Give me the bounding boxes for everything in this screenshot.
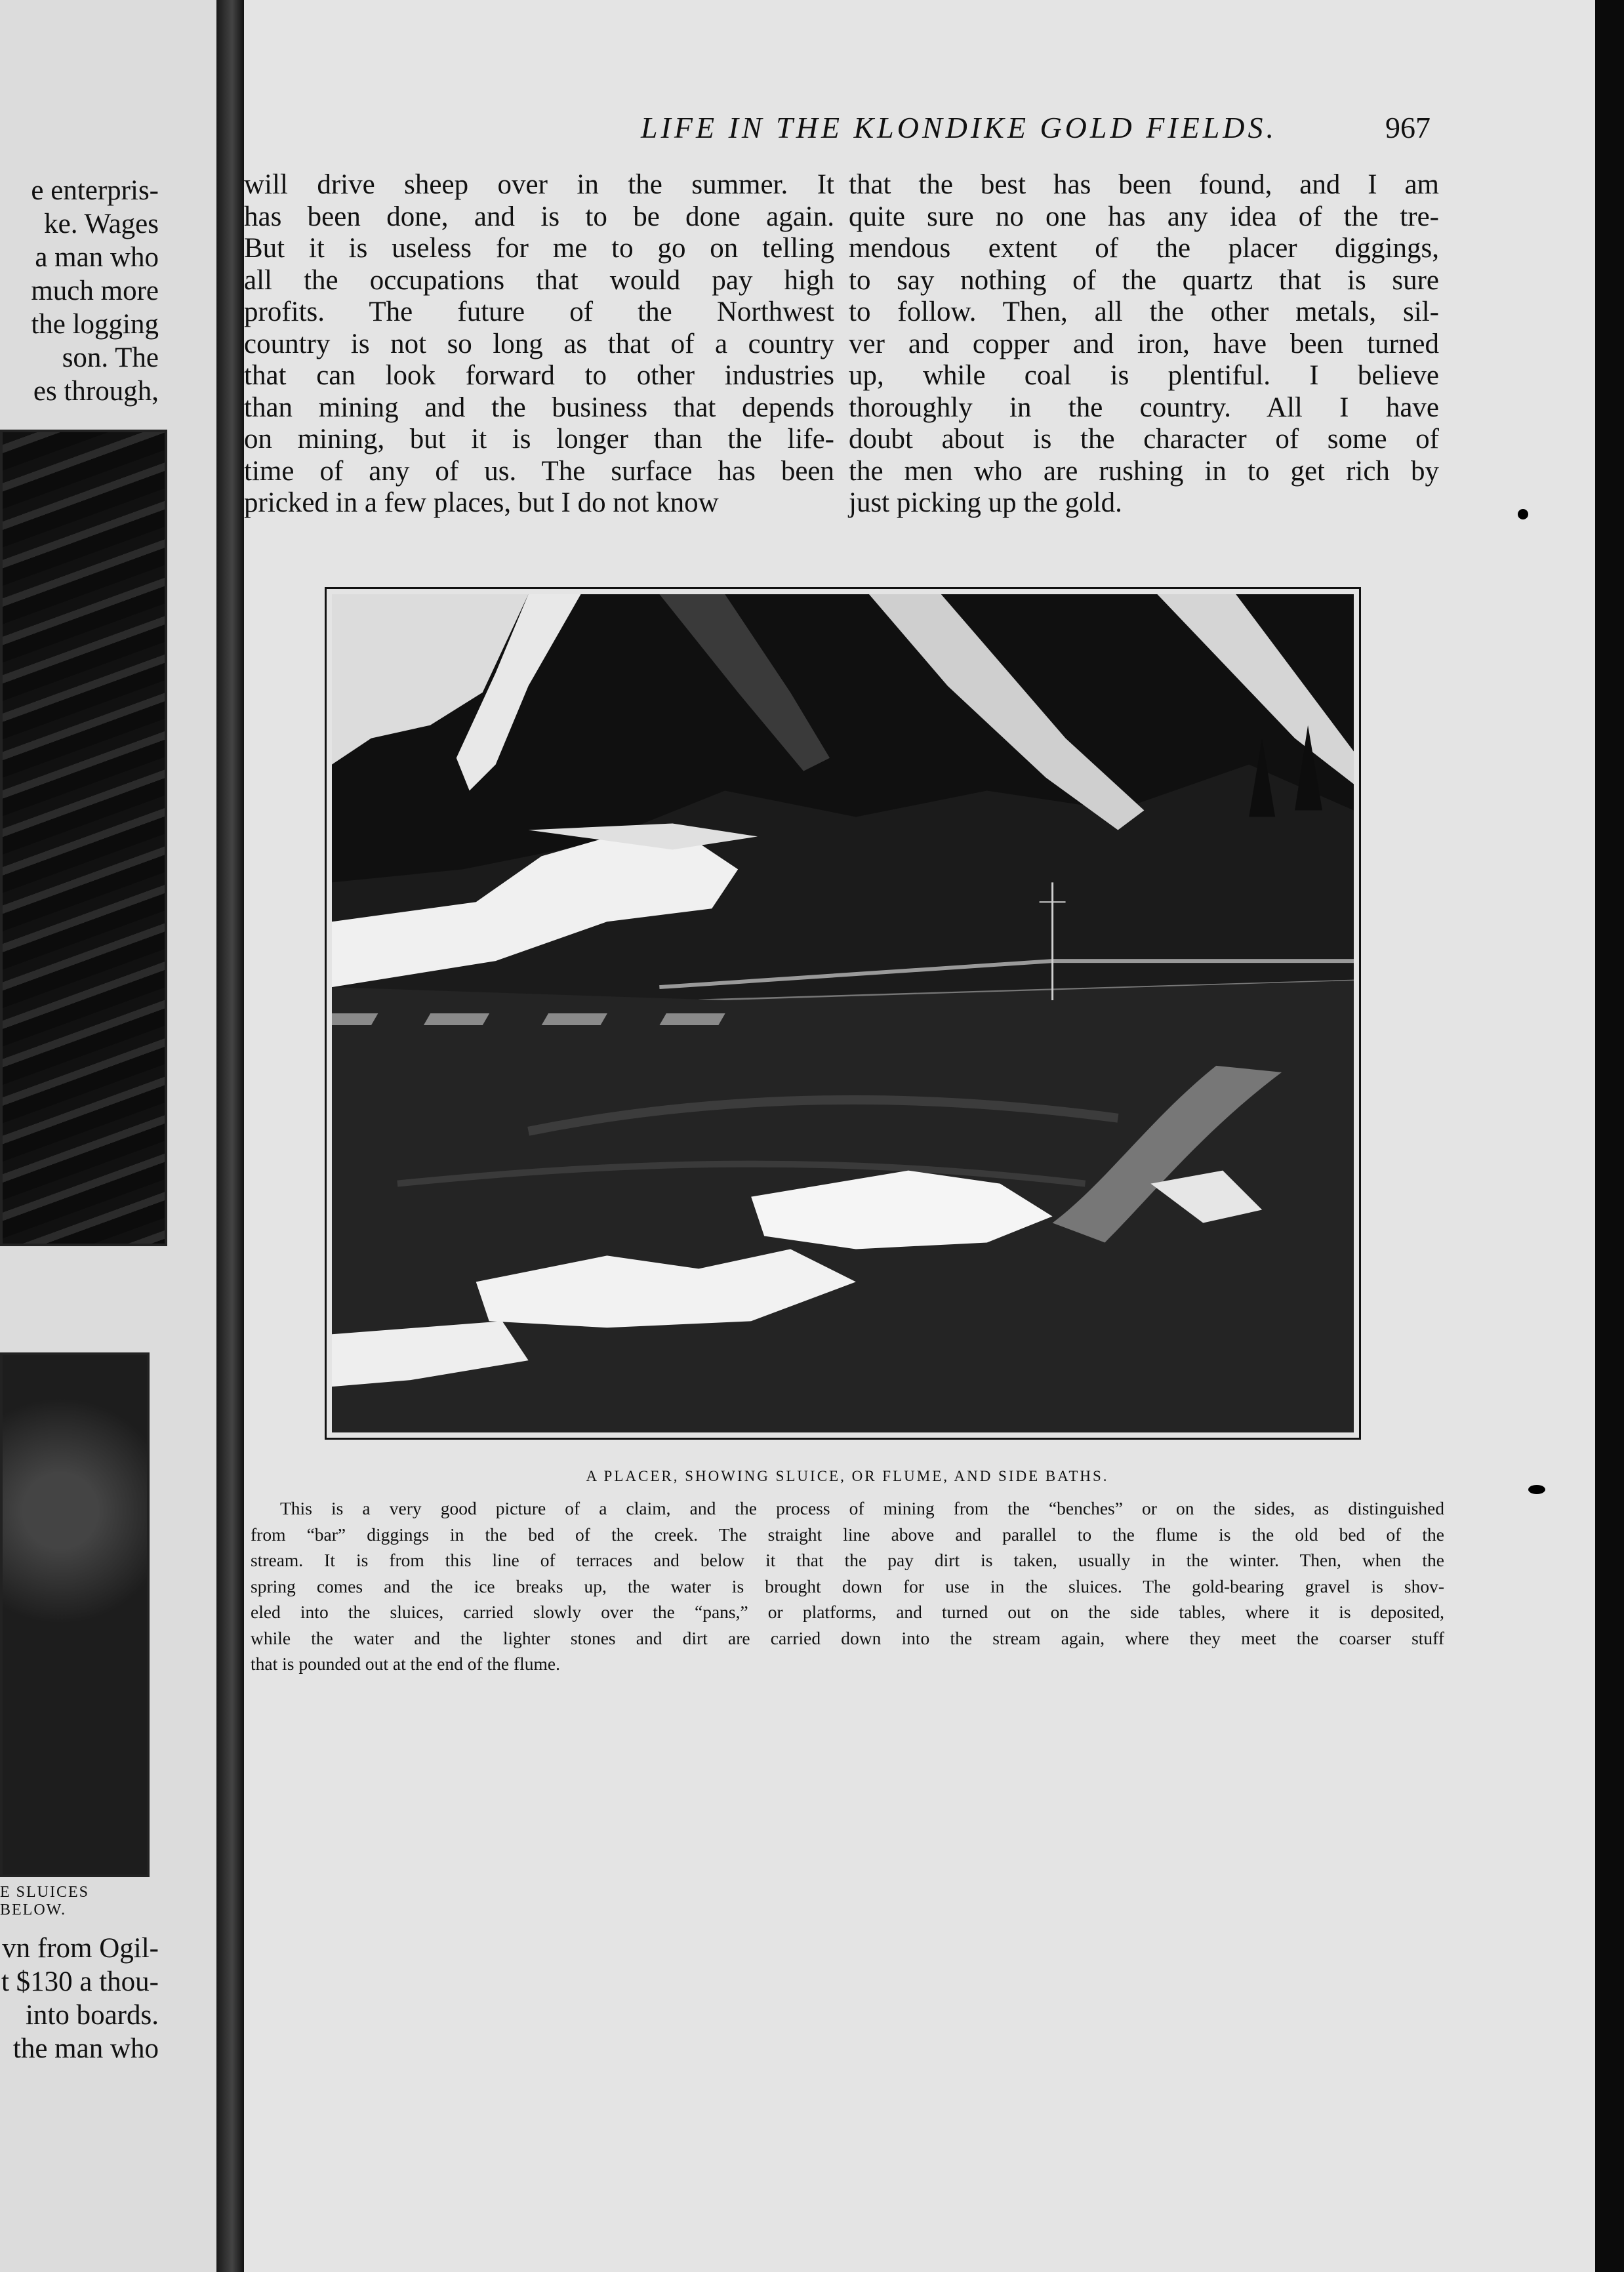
running-head: LIFE IN THE KLONDIKE GOLD FIELDS.: [640, 111, 1278, 144]
previous-page-text-line: much more: [31, 275, 159, 306]
text-line: quite sure no one has any idea of the tre-: [849, 201, 1439, 232]
ink-speck: [1518, 509, 1528, 519]
text-line: This is a very good picture of a claim, and the process of mining from the “benches” or on the sides, as distinguished: [280, 1498, 1444, 1518]
text-line: mendous extent of the placer diggings,: [849, 233, 1439, 264]
text-line: that can look forward to other industries: [244, 360, 834, 391]
photograph-image: [332, 594, 1354, 1432]
text-line: will drive sheep over in the summer. It: [244, 169, 834, 200]
previous-page-caption-fragment: E SLUICES BELOW.: [0, 1884, 90, 1918]
text-line: has been done, and is to be done again.: [244, 201, 834, 232]
right-text-column: [849, 169, 1439, 519]
text-line: ver and copper and iron, have been turned: [849, 328, 1439, 359]
previous-page-text-line: vn from Ogil-: [2, 1933, 159, 1964]
text-line: stream. It is from this line of terraces and below it that the pay dirt is taken, usually in the winter. Then, when the: [251, 1550, 1444, 1570]
previous-page-fragment: [0, 0, 216, 2272]
text-line: while the water and the lighter stones and dirt are carried down into the stream again, where they meet the coarser stuff: [251, 1627, 1444, 1648]
previous-page-text-line: e enterpris-: [31, 175, 159, 206]
text-line: to follow. Then, all the other metals, sil-: [849, 296, 1439, 327]
placer-mining-photograph: [325, 587, 1361, 1440]
previous-page-text-line: into boards.: [25, 2000, 159, 2031]
text-line: just picking up the gold.: [849, 487, 1122, 518]
text-line: that is pounded out at the end of the flume.: [251, 1653, 560, 1674]
text-line: time of any of us. The surface has been: [244, 455, 834, 487]
previous-page-text-line: ke. Wages: [44, 209, 159, 239]
text-line: profits. The future of the Northwest: [244, 296, 834, 327]
previous-page-text-line: es through,: [33, 376, 159, 407]
previous-page-photo-bottom: [0, 1352, 150, 1877]
book-page: [244, 0, 1595, 2272]
page-edge: [1595, 0, 1624, 2272]
text-line: eled into the sluices, carried slowly over the “pans,” or platforms, and turned out on the side tables, where it is deposited,: [251, 1602, 1444, 1622]
figure-caption-body: [251, 1495, 1444, 1677]
left-text-column: [244, 169, 834, 519]
text-line: to say nothing of the quartz that is sure: [849, 264, 1439, 296]
text-line: that the best has been found, and I am: [849, 169, 1439, 200]
text-line: thoroughly in the country. All I have: [849, 392, 1439, 423]
previous-page-text-line: son. The: [62, 342, 159, 373]
figure-caption-title: A PLACER, SHOWING SLUICE, OR FLUME, AND SIDE BATHS.: [586, 1468, 1109, 1484]
text-line: than mining and the business that depends: [244, 392, 834, 423]
text-line: all the occupations that would pay high: [244, 264, 834, 296]
previous-page-text-line: the man who: [12, 2033, 159, 2064]
text-line: doubt about is the character of some of: [849, 424, 1439, 455]
previous-page-text-line: t $130 a thou-: [1, 1966, 159, 1997]
text-line: the men who are rushing in to get rich by: [849, 455, 1439, 487]
previous-page-text-line: the logging: [31, 309, 159, 340]
previous-page-text-line: a man who: [35, 242, 159, 273]
text-line: But it is useless for me to go on telling: [244, 233, 834, 264]
text-line: spring comes and the ice breaks up, the water is brought down for use in the sluices. The gold-bearing gravel is shov-: [251, 1575, 1444, 1596]
text-line: country is not so long as that of a country: [244, 328, 834, 359]
ink-speck: [1528, 1485, 1545, 1494]
previous-page-photo-top: [0, 430, 167, 1246]
text-line: on mining, but it is longer than the life-: [244, 424, 834, 455]
text-line: up, while coal is plentiful. I believe: [849, 360, 1439, 391]
page-number: 967: [1385, 111, 1431, 144]
text-line: pricked in a few places, but I do not know: [244, 487, 719, 518]
text-line: from “bar” diggings in the bed of the creek. The straight line above and parallel to the flume is the old bed of the: [251, 1524, 1444, 1545]
